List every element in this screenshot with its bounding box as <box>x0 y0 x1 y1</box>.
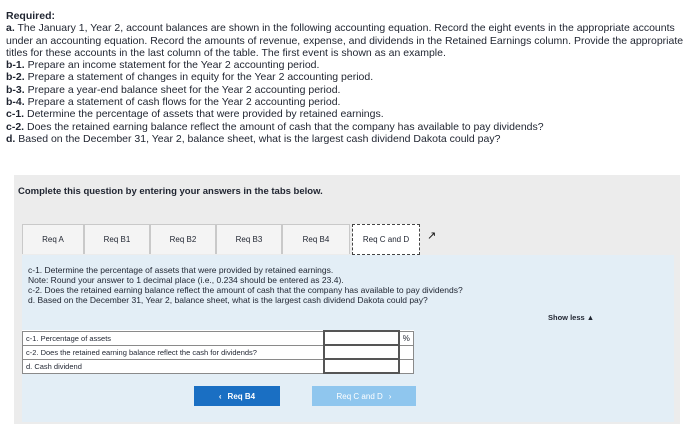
instruction-note: Note: Round your answer to 1 decimal place (i.e., 0.234 should be entered as 23.4). <box>28 275 344 285</box>
tab-req-c-and-d[interactable]: Req C and D <box>352 224 420 255</box>
answer-table <box>22 330 414 374</box>
requirement-b4: b-4. Prepare a statement of cash flows for the Year 2 accounting period. <box>6 96 341 109</box>
show-less-link[interactable]: Show less ▲ <box>548 313 595 322</box>
answer-unit-cell <box>399 345 414 359</box>
panel-header: Complete this question by entering your answers in the tabs below. <box>18 186 323 197</box>
tab-req-a[interactable]: Req A <box>22 224 84 254</box>
answer-unit-cell <box>399 359 414 373</box>
answer-label: c-1. Percentage of assets <box>23 331 324 345</box>
instructions-block <box>28 265 668 305</box>
percentage-input[interactable] <box>324 331 399 345</box>
answer-label: d. Cash dividend <box>23 359 324 373</box>
percent-unit: % <box>399 331 414 345</box>
tab-req-b1[interactable]: Req B1 <box>84 224 150 254</box>
answer-row-cash-dividend <box>23 359 414 373</box>
cash-dividend-input[interactable] <box>324 359 399 373</box>
answer-row-retained-earnings <box>23 345 414 359</box>
requirement-c1: c-1. Determine the percentage of assets that were provided by retained earnings. <box>6 108 384 121</box>
answer-row-percentage <box>23 331 414 345</box>
requirement-b3: b-3. Prepare a year-end balance sheet for the Year 2 accounting period. <box>6 83 341 96</box>
requirement-a: a. The January 1, Year 2, account balances are shown in the following accounting equation. Record the eight events in the appropriate accounts under an accounting equation. Record the amounts of revenue, expense, and dividends in the Retained Earnings column. Provide the appropriate titles for these accounts in the last column of the table. The first event is shown as an example. <box>6 22 684 59</box>
chevron-left-icon: ‹ <box>218 391 222 401</box>
prev-tab-button[interactable] <box>194 386 280 406</box>
tab-bar <box>22 224 432 256</box>
next-tab-button[interactable] <box>312 386 416 406</box>
requirement-c2: c-2. Does the retained earning balance reflect the amount of cash that the company has available to pay dividends? <box>6 120 544 133</box>
tab-req-b2[interactable]: Req B2 <box>150 224 216 254</box>
retained-earnings-select[interactable] <box>324 345 399 359</box>
requirement-b1: b-1. Prepare an income statement for the Year 2 accounting period. <box>6 59 320 72</box>
prev-tab-label: Req B4 <box>227 391 256 401</box>
tab-req-b3[interactable]: Req B3 <box>216 224 282 254</box>
instruction-c1: c-1. Determine the percentage of assets that were provided by retained earnings. <box>28 265 334 275</box>
requirement-b2: b-2. Prepare a statement of changes in equity for the Year 2 accounting period. <box>6 71 374 84</box>
instruction-d: d. Based on the December 31, Year 2, balance sheet, what is the largest cash dividend Dakota could pay? <box>28 295 428 305</box>
answer-label: c-2. Does the retained earning balance reflect the cash for dividends? <box>23 345 324 359</box>
next-tab-label: Req C and D <box>336 391 383 401</box>
requirements-block <box>6 10 696 145</box>
instruction-c2: c-2. Does the retained earning balance reflect the amount of cash that the company has available to pay dividends? <box>28 285 463 295</box>
mouse-pointer-icon: ↗ <box>427 230 437 242</box>
chevron-right-icon: › <box>388 391 392 401</box>
tab-req-b4[interactable]: Req B4 <box>282 224 350 254</box>
requirements-title: Required: <box>6 10 56 22</box>
requirement-d: d. Based on the December 31, Year 2, balance sheet, what is the largest cash dividend Dakota could pay? <box>6 132 501 145</box>
